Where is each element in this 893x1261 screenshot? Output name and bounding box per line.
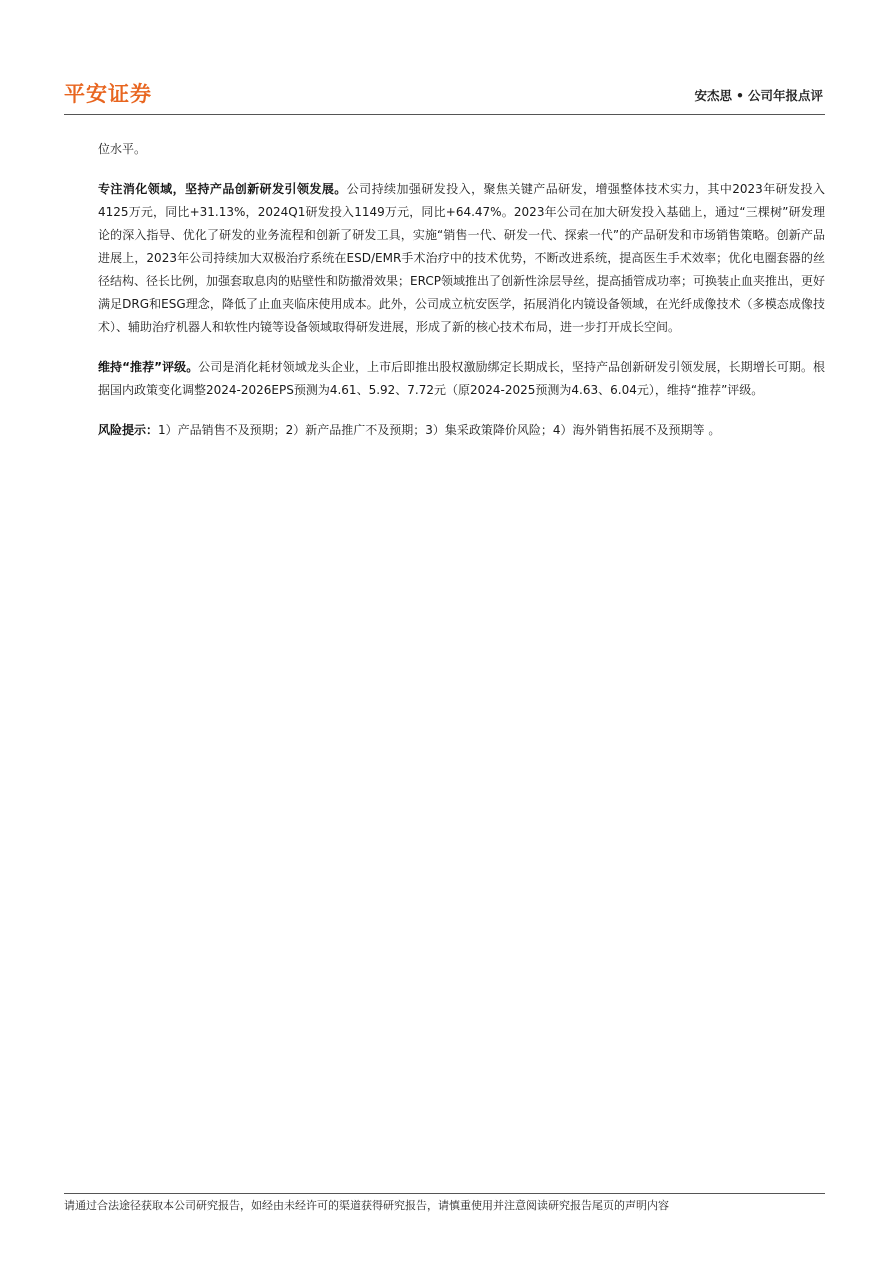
paragraph-rd-focus — [98, 178, 825, 339]
report-body — [98, 138, 825, 459]
report-type: 公司年报点评 — [747, 88, 823, 103]
paragraph-text: 位水平。 — [98, 142, 147, 156]
paragraph-lead: 风险提示： — [98, 423, 159, 437]
header-separator: • — [735, 88, 744, 103]
paragraph-text: 1）产品销售不及预期；2）新产品推广不及预期；3）集采政策降价风险；4）海外销售拓展不及预期等 。 — [158, 423, 721, 437]
paragraph-risk — [98, 419, 825, 442]
header-divider — [64, 114, 825, 115]
brand-logo: 平安证券 — [64, 82, 152, 106]
paragraph-continuation — [98, 138, 825, 161]
paragraph-lead: 维持“推荐”评级。 — [98, 360, 199, 374]
paragraph-text: 公司持续加强研发投入，聚焦关键产品研发，增强整体技术实力，其中2023年研发投入4125万元，同比+31.13%，2024Q1研发投入1149万元，同比+64.47%。2023年公司在加大研发投入基础上，通过“三棵树”研发理论的深入指导、优化了研发的业务流程和创新了研发工具，实施“销售一代、研发一代、探索一代”的产品研发和市场销售策略。创新产品进展上，2023年公司持续加大双极治疗系统在ESD/EMR手术治疗中的技术优势，不断改进系统，提高医生手术效率；优化电圈套器的丝径结构、径长比例，加强套取息肉的贴壁性和防撤滑效果；ERCP领域推出了创新性涂层导丝，提高插管成功率；可换装止血夹推出，更好满足DRG和ESG理念，降低了止血夹临床使用成本。此外，公司成立杭安医学，拓展消化内镜设备领域，在光纤成像技术（多模态成像技术）、辅助治疗机器人和软性内镜等设备领域取得研发进展，形成了新的核心技术布局，进一步打开成长空间。 — [98, 182, 825, 334]
paragraph-text: 公司是消化耗材领域龙头企业，上市后即推出股权激励绑定长期成长，坚持产品创新研发引领发展，长期增长可期。根据国内政策变化调整2024-2026EPS预测为4.61、5.92、7.72元（原2024-2025预测为4.63、6.04元），维持“推荐”评级。 — [98, 360, 825, 397]
footer-disclaimer: 请通过合法途径获取本公司研究报告，如经由未经许可的渠道获得研究报告，请慎重使用并注意阅读研究报告尾页的声明内容 — [64, 1199, 669, 1212]
company-name: 安杰思 — [694, 88, 732, 103]
report-header — [694, 86, 823, 104]
paragraph-rating — [98, 356, 825, 402]
footer-divider — [64, 1193, 825, 1194]
paragraph-lead: 专注消化领域，坚持产品创新研发引领发展。 — [98, 182, 347, 196]
